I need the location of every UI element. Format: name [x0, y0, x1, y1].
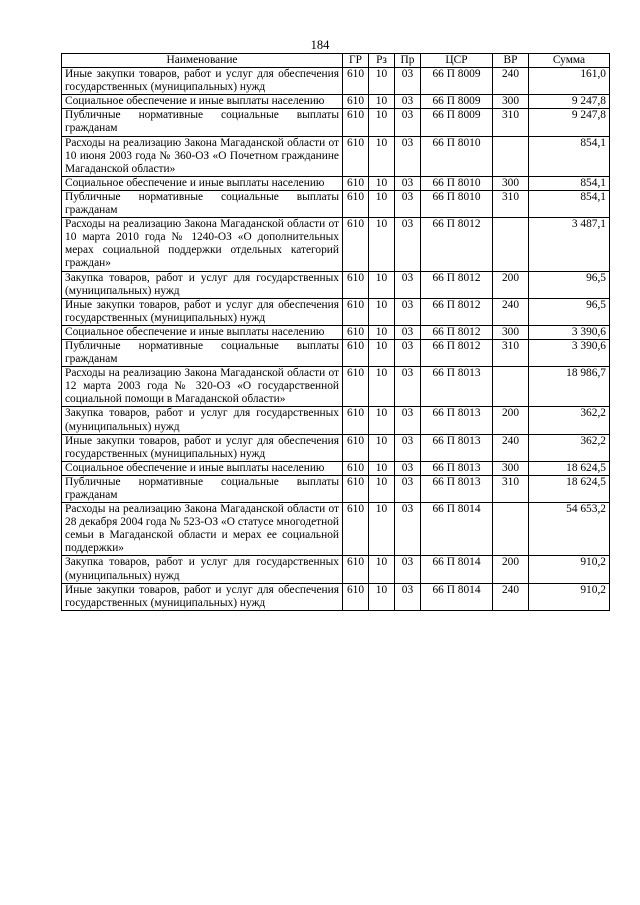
- cell-gr: 610: [343, 583, 369, 610]
- cell-rz: 10: [369, 339, 395, 366]
- cell-sum: 854,1: [529, 136, 610, 176]
- cell-vr: 310: [493, 475, 529, 502]
- cell-gr: 610: [343, 339, 369, 366]
- cell-name: Расходы на реализацию Закона Магаданской области от 10 июня 2003 года № 360-ОЗ «О Почетном гражданине Магаданской области»: [62, 136, 343, 176]
- cell-name: Иные закупки товаров, работ и услуг для обеспечения государственных (муниципальных) нужд: [62, 298, 343, 325]
- table-row: [62, 461, 610, 475]
- cell-name: Иные закупки товаров, работ и услуг для обеспечения государственных (муниципальных) нужд: [62, 583, 343, 610]
- cell-pr: 03: [395, 190, 421, 217]
- page-number: 184: [310, 38, 330, 52]
- table-row: [62, 68, 610, 95]
- cell-gr: 610: [343, 407, 369, 434]
- cell-name: Публичные нормативные социальные выплаты гражданам: [62, 475, 343, 502]
- cell-pr: 03: [395, 367, 421, 407]
- cell-gr: 610: [343, 503, 369, 556]
- column-header-csr: ЦСР: [421, 54, 493, 68]
- cell-pr: 03: [395, 583, 421, 610]
- cell-gr: 610: [343, 95, 369, 109]
- cell-name: Публичные нормативные социальные выплаты гражданам: [62, 339, 343, 366]
- cell-vr: 200: [493, 556, 529, 583]
- cell-sum: 161,0: [529, 68, 610, 95]
- column-header-vr: ВР: [493, 54, 529, 68]
- cell-vr: 300: [493, 325, 529, 339]
- cell-rz: 10: [369, 434, 395, 461]
- cell-vr: 300: [493, 176, 529, 190]
- cell-csr: 66 П 8010: [421, 190, 493, 217]
- cell-sum: 18 624,5: [529, 461, 610, 475]
- table-row: [62, 271, 610, 298]
- cell-csr: 66 П 8014: [421, 503, 493, 556]
- cell-sum: 3 390,6: [529, 339, 610, 366]
- cell-pr: 03: [395, 434, 421, 461]
- cell-rz: 10: [369, 190, 395, 217]
- cell-pr: 03: [395, 298, 421, 325]
- cell-rz: 10: [369, 68, 395, 95]
- table-row: [62, 339, 610, 366]
- cell-rz: 10: [369, 109, 395, 136]
- cell-gr: 610: [343, 556, 369, 583]
- cell-pr: 03: [395, 136, 421, 176]
- cell-csr: 66 П 8013: [421, 475, 493, 502]
- cell-csr: 66 П 8014: [421, 583, 493, 610]
- cell-vr: 200: [493, 407, 529, 434]
- table-row: [62, 136, 610, 176]
- cell-gr: 610: [343, 68, 369, 95]
- cell-sum: 18 986,7: [529, 367, 610, 407]
- cell-vr: 300: [493, 461, 529, 475]
- table-row: [62, 583, 610, 610]
- cell-gr: 610: [343, 190, 369, 217]
- cell-pr: 03: [395, 218, 421, 271]
- cell-pr: 03: [395, 68, 421, 95]
- cell-pr: 03: [395, 407, 421, 434]
- cell-name: Публичные нормативные социальные выплаты гражданам: [62, 190, 343, 217]
- cell-sum: 9 247,8: [529, 109, 610, 136]
- cell-pr: 03: [395, 109, 421, 136]
- table-row: [62, 407, 610, 434]
- cell-sum: 18 624,5: [529, 475, 610, 502]
- cell-name: Социальное обеспечение и иные выплаты населению: [62, 325, 343, 339]
- cell-csr: 66 П 8012: [421, 218, 493, 271]
- cell-sum: 54 653,2: [529, 503, 610, 556]
- cell-gr: 610: [343, 176, 369, 190]
- cell-rz: 10: [369, 218, 395, 271]
- cell-gr: 610: [343, 367, 369, 407]
- table-row: [62, 176, 610, 190]
- cell-pr: 03: [395, 461, 421, 475]
- cell-sum: 96,5: [529, 298, 610, 325]
- cell-gr: 610: [343, 109, 369, 136]
- cell-rz: 10: [369, 503, 395, 556]
- column-header-sum: Сумма: [529, 54, 610, 68]
- table-row: [62, 503, 610, 556]
- cell-vr: 310: [493, 190, 529, 217]
- cell-name: Расходы на реализацию Закона Магаданской области от 10 марта 2010 года № 1240-ОЗ «О дополнительных мерах социальной поддержки отдельных категорий граждан»: [62, 218, 343, 271]
- cell-gr: 610: [343, 461, 369, 475]
- budget-table: [61, 53, 610, 611]
- cell-name: Социальное обеспечение и иные выплаты населению: [62, 176, 343, 190]
- cell-csr: 66 П 8013: [421, 434, 493, 461]
- cell-name: Иные закупки товаров, работ и услуг для обеспечения государственных (муниципальных) нужд: [62, 68, 343, 95]
- table-row: [62, 95, 610, 109]
- cell-csr: 66 П 8013: [421, 461, 493, 475]
- cell-name: Расходы на реализацию Закона Магаданской области от 28 декабря 2004 года № 523-ОЗ «О статусе многодетной семьи в Магаданской области и мерах ее социальной поддержки»: [62, 503, 343, 556]
- cell-name: Публичные нормативные социальные выплаты гражданам: [62, 109, 343, 136]
- cell-gr: 610: [343, 218, 369, 271]
- cell-sum: 3 487,1: [529, 218, 610, 271]
- cell-pr: 03: [395, 271, 421, 298]
- cell-rz: 10: [369, 136, 395, 176]
- cell-gr: 610: [343, 271, 369, 298]
- cell-pr: 03: [395, 339, 421, 366]
- cell-vr: [493, 367, 529, 407]
- cell-name: Иные закупки товаров, работ и услуг для обеспечения государственных (муниципальных) нужд: [62, 434, 343, 461]
- cell-vr: 240: [493, 68, 529, 95]
- cell-gr: 610: [343, 325, 369, 339]
- cell-sum: 362,2: [529, 434, 610, 461]
- column-header-rz: Рз: [369, 54, 395, 68]
- column-header-name: Наименование: [62, 54, 343, 68]
- cell-csr: 66 П 8012: [421, 271, 493, 298]
- table-row: [62, 367, 610, 407]
- cell-vr: [493, 503, 529, 556]
- cell-sum: 9 247,8: [529, 95, 610, 109]
- table-header-row: [62, 54, 610, 68]
- cell-csr: 66 П 8012: [421, 339, 493, 366]
- cell-rz: 10: [369, 325, 395, 339]
- cell-vr: [493, 218, 529, 271]
- cell-sum: 3 390,6: [529, 325, 610, 339]
- cell-vr: 240: [493, 434, 529, 461]
- cell-rz: 10: [369, 475, 395, 502]
- cell-csr: 66 П 8009: [421, 109, 493, 136]
- cell-gr: 610: [343, 434, 369, 461]
- cell-rz: 10: [369, 176, 395, 190]
- cell-vr: 300: [493, 95, 529, 109]
- column-header-gr: ГР: [343, 54, 369, 68]
- cell-csr: 66 П 8009: [421, 95, 493, 109]
- cell-csr: 66 П 8013: [421, 407, 493, 434]
- cell-vr: 240: [493, 583, 529, 610]
- cell-pr: 03: [395, 503, 421, 556]
- cell-rz: 10: [369, 95, 395, 109]
- cell-pr: 03: [395, 95, 421, 109]
- cell-sum: 362,2: [529, 407, 610, 434]
- cell-vr: 310: [493, 339, 529, 366]
- cell-name: Социальное обеспечение и иные выплаты населению: [62, 95, 343, 109]
- cell-rz: 10: [369, 367, 395, 407]
- cell-rz: 10: [369, 298, 395, 325]
- table-row: [62, 190, 610, 217]
- cell-name: Закупка товаров, работ и услуг для государственных (муниципальных) нужд: [62, 556, 343, 583]
- cell-csr: 66 П 8013: [421, 367, 493, 407]
- cell-csr: 66 П 8014: [421, 556, 493, 583]
- cell-rz: 10: [369, 407, 395, 434]
- table-row: [62, 434, 610, 461]
- cell-csr: 66 П 8010: [421, 136, 493, 176]
- cell-pr: 03: [395, 475, 421, 502]
- cell-pr: 03: [395, 176, 421, 190]
- cell-pr: 03: [395, 556, 421, 583]
- column-header-pr: Пр: [395, 54, 421, 68]
- cell-gr: 610: [343, 298, 369, 325]
- cell-name: Социальное обеспечение и иные выплаты населению: [62, 461, 343, 475]
- table-row: [62, 218, 610, 271]
- cell-csr: 66 П 8012: [421, 298, 493, 325]
- cell-name: Закупка товаров, работ и услуг для государственных (муниципальных) нужд: [62, 407, 343, 434]
- table-row: [62, 298, 610, 325]
- cell-vr: [493, 136, 529, 176]
- cell-rz: 10: [369, 461, 395, 475]
- cell-rz: 10: [369, 556, 395, 583]
- cell-gr: 610: [343, 136, 369, 176]
- cell-gr: 610: [343, 475, 369, 502]
- cell-csr: 66 П 8012: [421, 325, 493, 339]
- table-row: [62, 475, 610, 502]
- table-row: [62, 556, 610, 583]
- cell-csr: 66 П 8010: [421, 176, 493, 190]
- cell-rz: 10: [369, 583, 395, 610]
- cell-name: Закупка товаров, работ и услуг для государственных (муниципальных) нужд: [62, 271, 343, 298]
- cell-sum: 910,2: [529, 583, 610, 610]
- table-row: [62, 325, 610, 339]
- cell-sum: 854,1: [529, 176, 610, 190]
- cell-vr: 310: [493, 109, 529, 136]
- cell-csr: 66 П 8009: [421, 68, 493, 95]
- table-row: [62, 109, 610, 136]
- cell-sum: 854,1: [529, 190, 610, 217]
- cell-rz: 10: [369, 271, 395, 298]
- cell-name: Расходы на реализацию Закона Магаданской области от 12 марта 2003 года № 320-ОЗ «О государственной социальной помощи в Магаданской области»: [62, 367, 343, 407]
- cell-sum: 910,2: [529, 556, 610, 583]
- cell-vr: 240: [493, 298, 529, 325]
- cell-sum: 96,5: [529, 271, 610, 298]
- cell-pr: 03: [395, 325, 421, 339]
- cell-vr: 200: [493, 271, 529, 298]
